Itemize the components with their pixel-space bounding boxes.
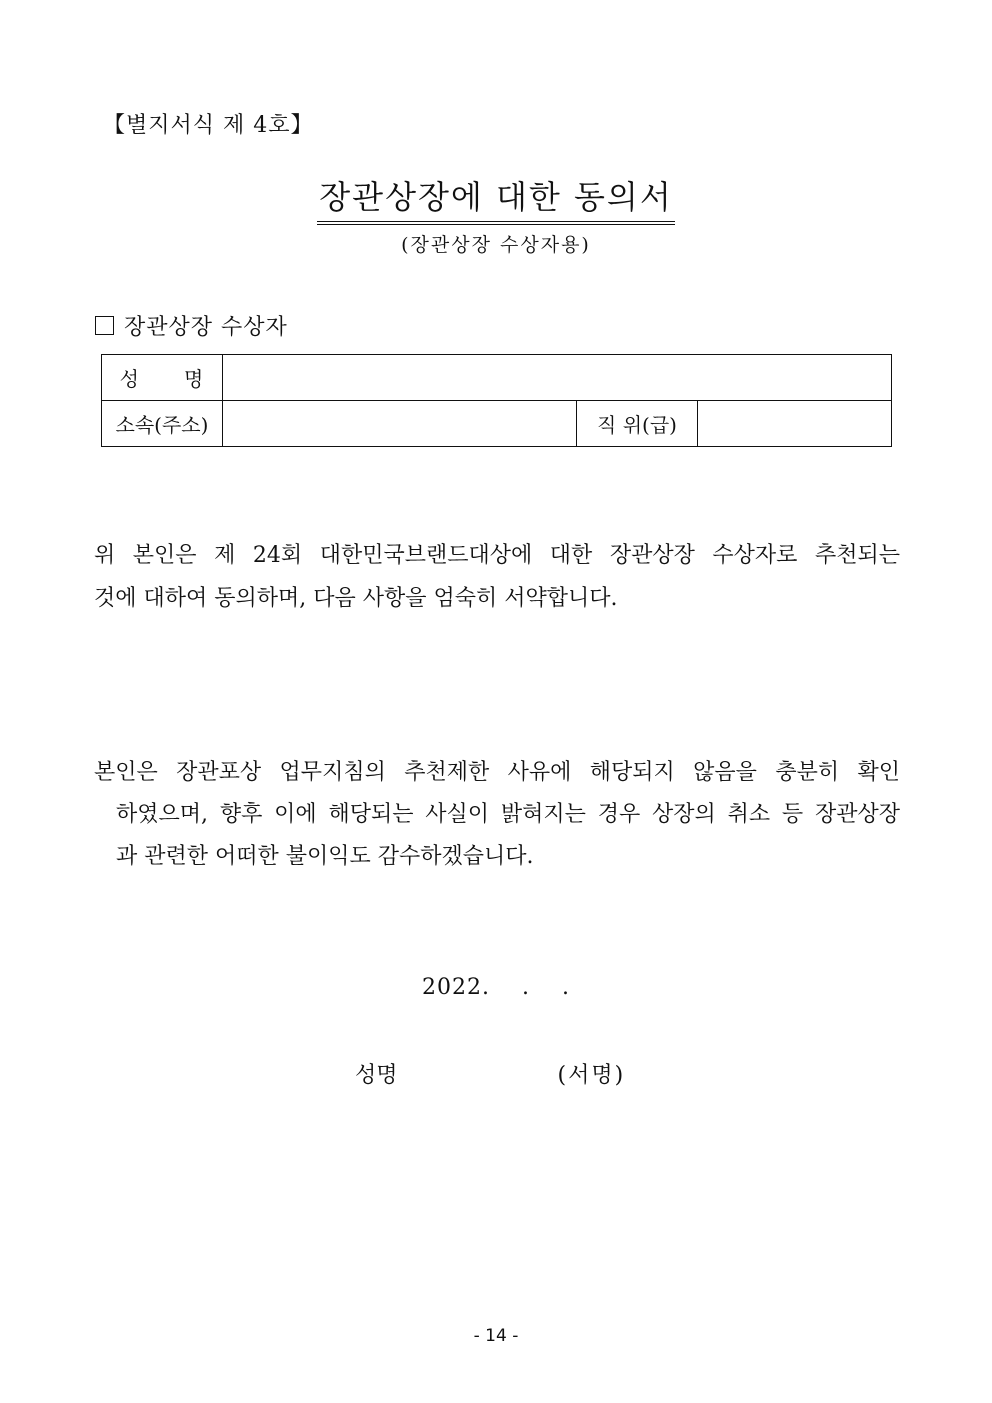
position-value-cell[interactable] [698,401,892,447]
signature-row [355,1058,625,1089]
consent-line-2: 것에 대하여 동의하며, 다음 사항을 엄숙히 서약합니다. [94,586,618,611]
pledge-paragraph [94,752,900,878]
document-subtitle: (장관상장 수상자용) [401,234,591,256]
page-number: - 14 - [473,1326,519,1346]
affiliation-value-cell[interactable] [223,401,577,447]
consent-paragraph [94,534,900,620]
name-label: 성 명 [119,367,205,391]
recipient-info-table [101,354,892,447]
pledge-line-3: 과 관련한 어떠한 불이익도 감수하겠습니다. [116,844,534,869]
title-container [0,172,992,225]
table-row [102,401,892,447]
pledge-line-2: 하였으며, 향후 이에 해당되는 사실이 밝혀지는 경우 상장의 취소 등 장관상장 [116,802,900,827]
form-number: 【별지서식 제 4호】 [103,113,314,138]
signature-name-label: 성명 [355,1063,398,1088]
table-row [102,355,892,401]
name-value-cell[interactable] [223,355,892,401]
affiliation-label-cell [102,401,223,447]
pledge-line-1: 본인은 장관포상 업무지침의 추천제한 사유에 해당되지 않음을 충분히 확인 [94,760,900,785]
section-heading-label: 장관상장 수상자 [124,315,288,340]
position-label: 직 위(급) [597,413,677,437]
signature-sign-label: (서명) [557,1063,626,1088]
section-heading [95,310,288,341]
consent-line-1: 위 본인은 제 24회 대한민국브랜드대상에 대한 장관상장 수상자로 추천되는 [94,543,900,568]
affiliation-label: 소속(주소) [115,413,209,437]
position-label-cell [577,401,698,447]
date-line: 2022. . . [422,975,570,1000]
name-label-cell [102,355,223,401]
square-bullet-icon [95,316,114,335]
document-title: 장관상장에 대한 동의서 [317,172,674,225]
